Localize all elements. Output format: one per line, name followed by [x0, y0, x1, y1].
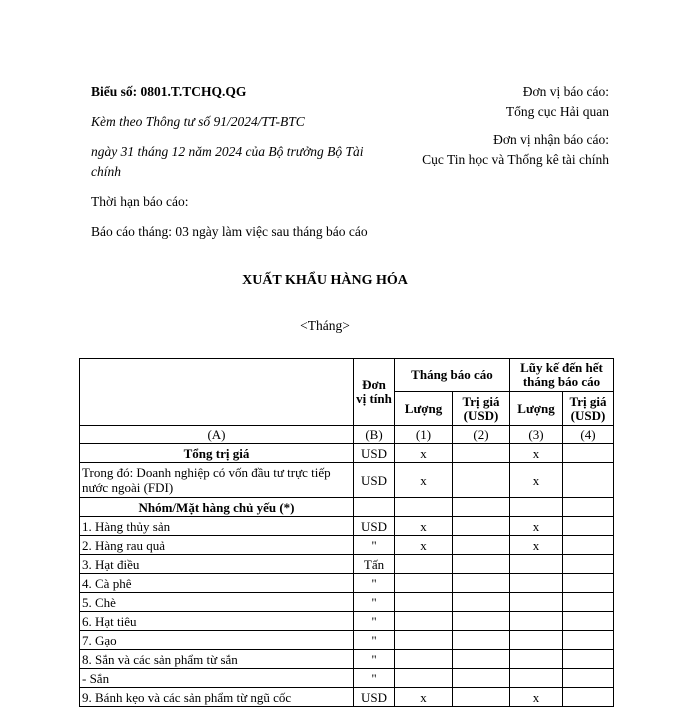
table-row [80, 517, 614, 536]
row-value-cell [453, 574, 510, 593]
row-value-cell [510, 574, 563, 593]
row-value-cell [510, 612, 563, 631]
row-value-cell: x [510, 463, 563, 498]
row-name-cell: 3. Hạt điều [80, 555, 354, 574]
code-cell: (4) [563, 426, 614, 444]
row-value-cell [510, 593, 563, 612]
header-cum-value: Trị giá (USD) [563, 392, 614, 426]
receiver-label: Đơn vị nhận báo cáo: [493, 132, 609, 147]
row-unit-cell: " [354, 593, 395, 612]
code-cell: (A) [80, 426, 354, 444]
row-unit-cell: " [354, 631, 395, 650]
code-cell: (3) [510, 426, 563, 444]
row-value-cell: x [395, 463, 453, 498]
header-month-qty: Lượng [395, 392, 453, 426]
row-value-cell: x [395, 688, 453, 707]
row-value-cell [510, 650, 563, 669]
row-unit-cell: " [354, 574, 395, 593]
deadline-label: Thời hạn báo cáo: [91, 194, 189, 209]
row-unit-cell: Tấn [354, 555, 395, 574]
form-number: Biểu số: 0801.T.TCHQ.QG [91, 84, 247, 99]
table-row [80, 444, 614, 463]
row-value-cell: x [395, 536, 453, 555]
table-row [80, 555, 614, 574]
header-right [398, 82, 609, 170]
report-period: <Tháng> [300, 318, 350, 333]
row-value-cell [563, 688, 614, 707]
row-value-cell [453, 669, 510, 688]
row-value-cell [453, 498, 510, 517]
row-unit-cell: " [354, 650, 395, 669]
row-value-cell [563, 574, 614, 593]
row-value-cell [453, 688, 510, 707]
row-unit-cell: USD [354, 444, 395, 463]
code-row [80, 426, 614, 444]
row-value-cell [453, 463, 510, 498]
row-value-cell [563, 555, 614, 574]
row-value-cell [395, 593, 453, 612]
table-row [80, 688, 614, 707]
row-value-cell [453, 612, 510, 631]
row-value-cell [563, 498, 614, 517]
row-value-cell [453, 517, 510, 536]
row-name-cell: Trong đó: Doanh nghiệp có vốn đầu tư trực tiếp nước ngoài (FDI) [80, 463, 354, 498]
row-value-cell: x [395, 517, 453, 536]
table-row [80, 612, 614, 631]
row-value-cell [453, 555, 510, 574]
row-unit-cell: USD [354, 463, 395, 498]
row-value-cell [563, 463, 614, 498]
code-cell: (2) [453, 426, 510, 444]
row-value-cell [453, 650, 510, 669]
code-cell: (B) [354, 426, 395, 444]
row-value-cell [563, 650, 614, 669]
header-month: Tháng báo cáo [395, 359, 510, 392]
row-name-cell: - Sắn [80, 669, 354, 688]
row-value-cell [510, 669, 563, 688]
reporter-name: Tổng cục Hải quan [505, 104, 609, 119]
deadline-text: Báo cáo tháng: 03 ngày làm việc sau tháng báo cáo [91, 224, 368, 239]
row-unit-cell: " [354, 536, 395, 555]
row-unit-cell [354, 498, 395, 517]
row-name-cell: 1. Hàng thủy sản [80, 517, 354, 536]
header-blank-cell [80, 359, 354, 426]
row-value-cell [563, 669, 614, 688]
row-name-cell: 2. Hàng rau quả [80, 536, 354, 555]
row-value-cell [395, 555, 453, 574]
row-value-cell [395, 650, 453, 669]
row-value-cell: x [395, 444, 453, 463]
row-value-cell [563, 612, 614, 631]
row-name-cell: 5. Chè [80, 593, 354, 612]
table-row [80, 463, 614, 498]
row-value-cell [563, 444, 614, 463]
row-value-cell: x [510, 517, 563, 536]
header-month-value: Trị giá (USD) [453, 392, 510, 426]
row-name-cell: 6. Hạt tiêu [80, 612, 354, 631]
table-row [80, 593, 614, 612]
row-name-cell: Tổng trị giá [80, 444, 354, 463]
attached-circular: Kèm theo Thông tư số 91/2024/TT-BTC [91, 114, 305, 129]
row-value-cell [510, 498, 563, 517]
row-name-cell: 7. Gạo [80, 631, 354, 650]
row-value-cell [453, 444, 510, 463]
row-value-cell [395, 612, 453, 631]
table-row [80, 631, 614, 650]
report-title: XUẤT KHẨU HÀNG HÓA [242, 273, 408, 288]
row-value-cell [453, 593, 510, 612]
row-value-cell [395, 574, 453, 593]
header-left [91, 82, 391, 252]
row-name-cell: 8. Sắn và các sản phẩm từ sắn [80, 650, 354, 669]
row-value-cell [395, 498, 453, 517]
row-value-cell: x [510, 688, 563, 707]
table-row [80, 536, 614, 555]
row-value-cell [563, 536, 614, 555]
table-row [80, 498, 614, 517]
row-unit-cell: " [354, 669, 395, 688]
row-value-cell [453, 536, 510, 555]
row-unit-cell: USD [354, 688, 395, 707]
row-value-cell: x [510, 444, 563, 463]
attached-date: ngày 31 tháng 12 năm 2024 của Bộ trưởng Bộ Tài chính [91, 144, 364, 179]
table-row [80, 574, 614, 593]
row-value-cell [453, 631, 510, 650]
row-name-cell: 4. Cà phê [80, 574, 354, 593]
row-unit-cell: USD [354, 517, 395, 536]
row-value-cell [395, 631, 453, 650]
code-cell: (1) [395, 426, 453, 444]
row-value-cell: x [510, 536, 563, 555]
row-value-cell [395, 669, 453, 688]
row-name-cell: 9. Bánh kẹo và các sản phẩm từ ngũ cốc [80, 688, 354, 707]
table-row [80, 650, 614, 669]
header-cumulative: Lũy kế đến hết tháng báo cáo [510, 359, 614, 392]
row-value-cell [510, 631, 563, 650]
header-unit: Đơn vị tính [354, 359, 395, 426]
table-row [80, 669, 614, 688]
export-table [79, 358, 614, 707]
row-value-cell [563, 631, 614, 650]
row-value-cell [510, 555, 563, 574]
receiver-name: Cục Tin học và Thống kê tài chính [422, 152, 609, 167]
reporter-label: Đơn vị báo cáo: [522, 84, 609, 99]
row-unit-cell: " [354, 612, 395, 631]
row-value-cell [563, 593, 614, 612]
header-cum-qty: Lượng [510, 392, 563, 426]
row-value-cell [563, 517, 614, 536]
row-name-cell: Nhóm/Mặt hàng chủ yếu (*) [80, 498, 354, 517]
